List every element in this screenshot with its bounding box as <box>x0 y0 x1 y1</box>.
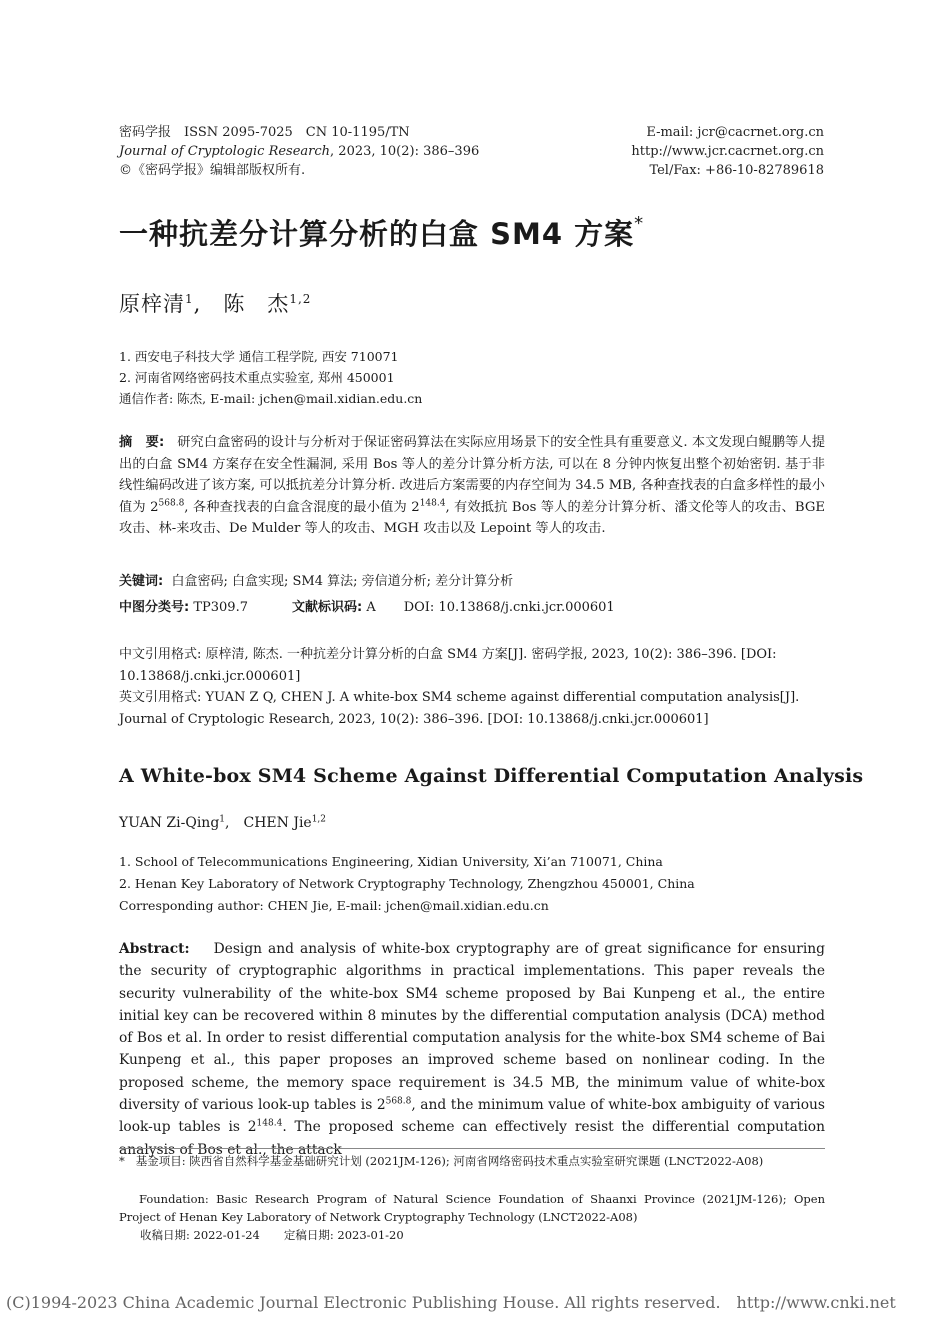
clc-label: 中图分类号: <box>119 600 190 615</box>
author-en-2-aff: 1,2 <box>311 814 327 825</box>
author-cn-2-aff: 1,2 <box>289 292 312 306</box>
abstract-en-sup-2: 148.4 <box>256 1118 283 1129</box>
journal-url: http://www.jcr.cacrnet.org.cn <box>631 144 824 159</box>
author-cn-1: 原梓清 <box>119 292 185 316</box>
author-en-2: CHEN Jie <box>243 815 312 831</box>
citation-cn: 中文引用格式: 原梓清, 陈杰. 一种抗差分计算分析的白盒 SM4 方案[J]. 密码学报, 2023, 10(2): 386–396. [DOI: 10.13868/j.cnki.jcr.000601] <box>119 647 777 684</box>
abstract-en-text-2: , and the minimum value of white-box ambiguity of various look-up tables is 2 <box>119 1097 825 1136</box>
affiliations-en <box>119 851 695 917</box>
corresponding-author-en: Corresponding author: CHEN Jie, E-mail: jchen@mail.xidian.edu.cn <box>119 898 549 913</box>
affiliation-cn-1: 1. 西安电子科技大学 通信工程学院, 西安 710071 <box>119 349 399 364</box>
affiliation-en-2: 2. Henan Key Laboratory of Network Cryptography Technology, Zhengzhou 450001, China <box>119 876 695 891</box>
abstract-cn-text-2: , 各种查找表的白盒含混度的最小值为 2 <box>184 499 420 515</box>
journal-copyright: ©《密码学报》编辑部版权所有. <box>119 163 306 178</box>
abstract-cn-label: 摘 要: <box>119 435 165 450</box>
footnote-mark: * <box>119 1154 125 1168</box>
author-cn-2: 陈 杰 <box>223 292 290 316</box>
abstract-en-label: Abstract: <box>119 941 190 957</box>
journal-en-name: Journal of Cryptologic Research <box>119 144 331 159</box>
journal-header-right <box>631 123 824 180</box>
footnote-fund-cn-text: 基金项目: 陕西省自然科学基金基础研究计划 (2021JM-126); 河南省网络密码技术重点实验室研究课题 (LNCT2022-A08) <box>135 1154 764 1168</box>
authors-cn <box>119 288 311 318</box>
cnki-copyright-line: (C)1994-2023 China Academic Journal Electronic Publishing House. All rights reserved. http://www.cnki.net <box>6 1293 896 1312</box>
title-footnote-mark: * <box>634 213 645 235</box>
received-date: 收稿日期: 2022-01-24 <box>140 1228 260 1242</box>
affiliation-cn-2: 2. 河南省网络密码技术重点实验室, 郑州 450001 <box>119 370 395 385</box>
journal-email: E-mail: jcr@cacrnet.org.cn <box>646 125 824 140</box>
doi-text: DOI: 10.13868/j.cnki.jcr.000601 <box>403 600 615 615</box>
journal-en-line <box>119 142 479 161</box>
author-en-1-aff: 1 <box>219 814 226 825</box>
journal-tel: Tel/Fax: +86-10-82789618 <box>649 163 824 178</box>
author-en-separator: , <box>225 815 244 831</box>
abstract-en-sup-1: 568.8 <box>385 1096 412 1107</box>
authors-en <box>119 812 326 832</box>
footnote-divider <box>119 1148 825 1149</box>
journal-en-volume: , 2023, 10(2): 386–396 <box>330 144 480 159</box>
footnote-fund-en: Foundation: Basic Research Program of Natural Science Foundation of Shaanxi Province (2021JM-126); Open Project of Henan Key Laboratory of Network Cryptography Technology (LNCT2022-A08) <box>119 1192 825 1224</box>
abstract-cn-text-1: 研究白盒密码的设计与分析对于保证密码算法在实际应用场景下的安全性具有重要意义. 本文发现白鲲鹏等人提出的白盒 SM4 方案存在安全性漏洞, 采用 Bos 等人的差分计算分析方法, 可以在 8 分钟内恢复出整个初始密钥. 基于非线性编码改进了该方案, 可以抵抗差分计算分析. 改进后方案需要的内存空间为 34.5 MB, 各种查找表的白盒多样性的最小值为 2 <box>119 435 826 515</box>
author-cn-1-aff: 1 <box>185 292 194 306</box>
author-en-1: YUAN Zi-Qing <box>119 815 220 831</box>
footnote-dates <box>140 1227 404 1243</box>
accepted-date: 定稿日期: 2023-01-20 <box>283 1228 404 1242</box>
citation-en: 英文引用格式: YUAN Z Q, CHEN J. A white-box SM4 scheme against differential computation analysis[J]. Journal of Cryptologic Research, 2023, 10(2): 386–396. [DOI: 10.13868/j.cnki.jcr.000601] <box>119 690 800 727</box>
keywords-cn <box>119 570 513 589</box>
footnote-fund-cn <box>119 1152 825 1170</box>
corresponding-author-cn: 通信作者: 陈杰, E-mail: jchen@mail.xidian.edu.cn <box>119 391 423 406</box>
abstract-cn-text-3: , 有效抵抗 Bos 等人的差分计算分析、潘文伦等人的攻击、BGE 攻击、林-来攻击、De Mulder 等人的攻击、MGH 攻击以及 Lepoint 等人的攻击. <box>119 499 825 536</box>
paper-title-cn <box>119 212 644 253</box>
clc-value: TP309.7 <box>193 600 248 615</box>
journal-cn-line: 密码学报 ISSN 2095-7025 CN 10-1195/TN <box>119 125 410 140</box>
journal-header-left <box>119 123 479 180</box>
doc-code-value: A <box>366 600 376 615</box>
paper-title-cn-text: 一种抗差分计算分析的白盒 SM4 方案 <box>119 217 635 251</box>
doc-code-label: 文献标识码: <box>291 600 363 615</box>
abstract-cn-sup-2: 148.4 <box>419 498 446 509</box>
citation-block <box>119 644 825 730</box>
keywords-cn-text: 白盒密码; 白盒实现; SM4 算法; 旁信道分析; 差分计算分析 <box>171 574 514 589</box>
classification-line <box>119 596 615 615</box>
abstract-en <box>119 938 825 1161</box>
affiliation-en-1: 1. School of Telecommunications Engineering, Xidian University, Xi’an 710071, China <box>119 854 663 869</box>
affiliations-cn <box>119 346 422 409</box>
paper-title-en: A White-box SM4 Scheme Against Differential Computation Analysis <box>119 765 864 787</box>
abstract-en-text-1: Design and analysis of white-box cryptography are of great significance for ensuring the security of cryptographic algorithms in practical implementations. This paper reveals the security vulnerability of the white-box SM4 scheme proposed by Bai Kunpeng et al., the entire initial key can be recovered within 8 minutes by the differential computation analysis (DCA) method of Bos et al. In order to resist differential computation analysis for the white-box SM4 scheme of Bai Kunpeng et al., this paper proposes an improved scheme based on nonlinear coding. In the proposed scheme, the memory space requirement is 34.5 MB, the minimum value of white-box diversity of various look-up tables is 2 <box>119 941 825 1114</box>
abstract-en-text-3: . The proposed scheme can effectively resist the differential computation analysis of Bos et al., the attack <box>119 1119 825 1158</box>
abstract-cn <box>119 432 825 540</box>
author-separator: , <box>193 292 224 316</box>
keywords-cn-label: 关键词: <box>119 574 164 589</box>
abstract-cn-sup-1: 568.8 <box>158 498 185 509</box>
